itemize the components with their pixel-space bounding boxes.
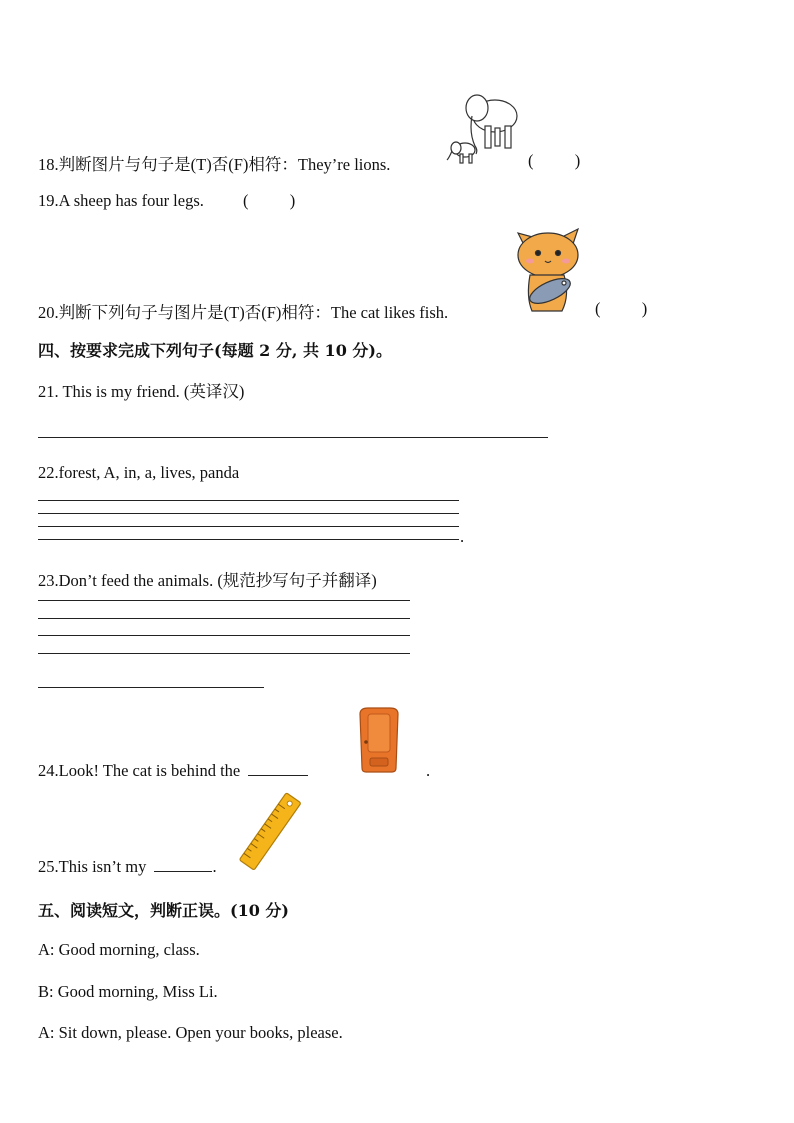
answer-line-21[interactable]: [38, 437, 548, 438]
answer-line-22-4[interactable]: [38, 539, 459, 540]
question-24: [38, 761, 308, 781]
answer-line-23-1[interactable]: [38, 600, 410, 601]
question-22: [38, 463, 239, 483]
question-18: [38, 151, 390, 175]
dialogue-line-3: A: Sit down, please. Open your books, please.: [38, 1023, 343, 1042]
question-23: [38, 567, 377, 591]
answer-line-22-1[interactable]: [38, 500, 459, 501]
question-23-text: 23.Don’t feed the animals. (规范抄写句子并翻译): [38, 571, 377, 590]
end-mark-22: .: [460, 527, 465, 546]
door-picture: [356, 706, 402, 774]
question-19-text: 19.A sheep has four legs.: [38, 191, 204, 210]
answer-blank-25[interactable]: [154, 857, 212, 872]
question-21-text: 21. This is my friend. (英译汉): [38, 382, 245, 401]
ruler-picture: [234, 790, 308, 874]
cat-picture: [512, 225, 588, 317]
answer-line-22-3[interactable]: [38, 526, 459, 527]
question-25-text: 25.This isn’t my: [38, 857, 147, 876]
section-4-heading: 四、按要求完成下列句子(每题 2 分, 共 10 分)。: [38, 341, 392, 360]
question-24-text: 24.Look! The cat is behind the: [38, 761, 241, 780]
question-25: [38, 857, 217, 877]
question-20-text: 20.判断下列句子与图片是(T)否(F)相符：The cat likes fish.: [38, 303, 449, 322]
question-18-text: 18.判断图片与句子是(T)否(F)相符：They’re lions.: [38, 155, 391, 174]
question-21: [38, 378, 244, 402]
question-19: [38, 191, 204, 211]
end-mark-25: .: [212, 857, 217, 876]
question-20: [38, 299, 448, 323]
answer-line-23-2[interactable]: [38, 618, 410, 619]
answer-blank-24[interactable]: [248, 761, 308, 776]
answer-paren-19[interactable]: ( ): [243, 191, 296, 210]
end-mark-24: .: [426, 761, 431, 780]
answer-paren-20[interactable]: ( ): [595, 299, 648, 318]
dialogue-line-1: A: Good morning, class.: [38, 940, 200, 959]
answer-line-23-3[interactable]: [38, 635, 410, 636]
elephant-picture: [445, 88, 523, 168]
dialogue-line-2: B: Good morning, Miss Li.: [38, 982, 218, 1001]
answer-line-23-5[interactable]: [38, 687, 264, 688]
section-5-heading: 五、阅读短文，判断正误。(10 分): [38, 901, 289, 920]
answer-line-22-2[interactable]: [38, 513, 459, 514]
question-22-text: 22.forest, A, in, a, lives, panda: [38, 463, 240, 482]
answer-line-23-4[interactable]: [38, 653, 410, 654]
answer-paren-18[interactable]: ( ): [528, 151, 581, 170]
